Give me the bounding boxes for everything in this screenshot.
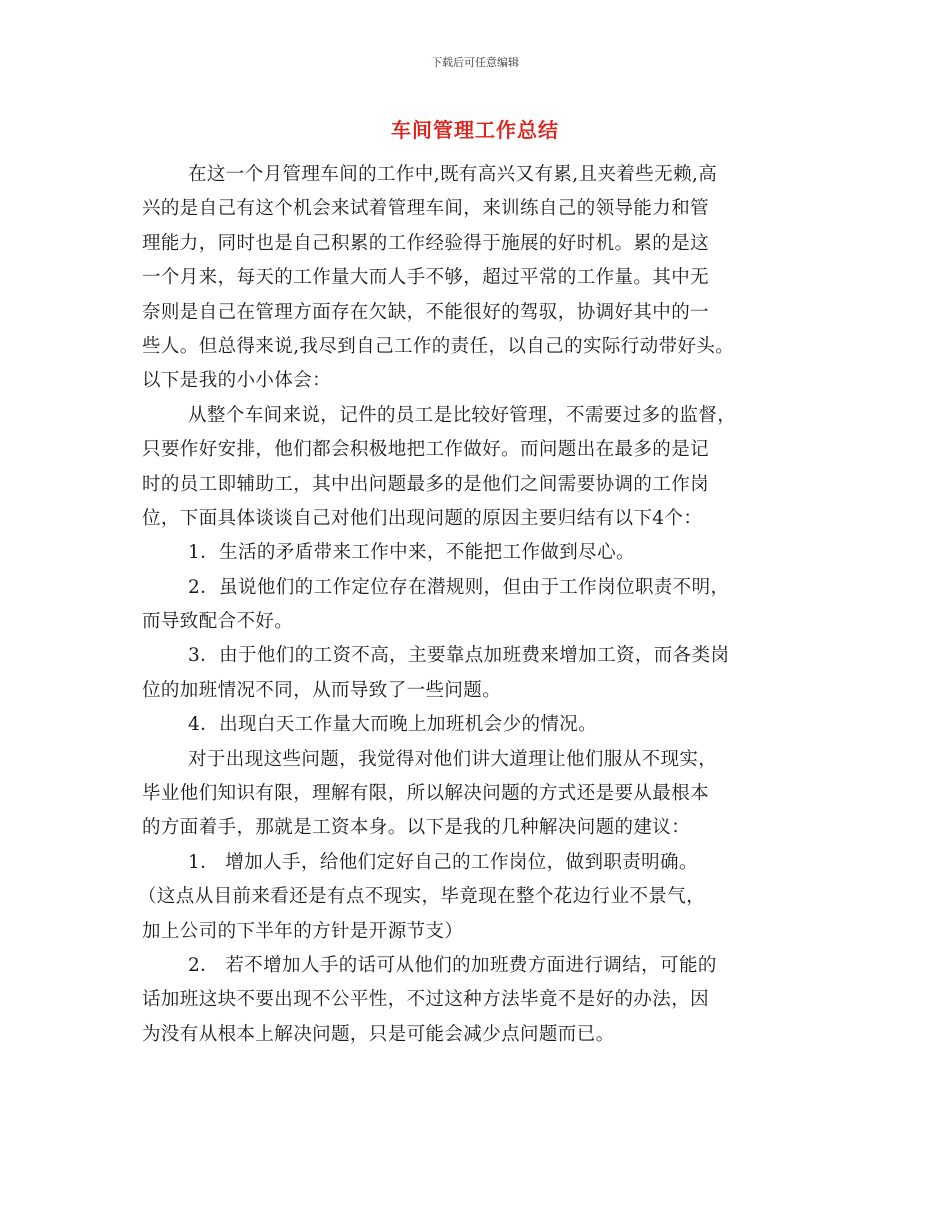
document-title: 车间管理工作总结 <box>391 118 559 142</box>
list-item-line: 4．出现白天工作量大而晚上加班机会少的情况。 <box>188 714 598 736</box>
document-body <box>138 158 822 1052</box>
paragraph-line: 毕业他们知识有限，理解有限，所以解决问题的方式还是要从最根本 <box>142 783 710 805</box>
paragraph-line: 些人。但总得来说,我尽到自己工作的责任，以自己的实际行动带好头。 <box>142 335 735 357</box>
paragraph-line: 对于出现这些问题，我觉得对他们讲大道理让他们服从不现实， <box>188 748 718 770</box>
list-item-line: 位的加班情况不同，从而导致了一些问题。 <box>142 679 502 701</box>
list-item-line: （这点从目前来看还是有点不现实，毕竟现在整个花边行业不景气， <box>138 886 706 908</box>
paragraph-line: 位，下面具体谈谈自己对他们出现问题的原因主要归结有以下4个： <box>142 507 703 529</box>
paragraph-line: 在这一个月管理车间的工作中,既有高兴又有累,且夹着些无赖,高 <box>188 164 718 185</box>
paragraph-line: 奈则是自己在管理方面存在欠缺，不能很好的驾驭，协调好其中的一 <box>142 301 710 323</box>
paragraph-line: 只要作好安排，他们都会积极地把工作做好。而问题出在最多的是记 <box>142 439 710 461</box>
paragraph-line: 理能力，同时也是自己积累的工作经验得于施展的好时机。累的是这 <box>142 232 710 254</box>
list-item-line: 1． 增加人手，给他们定好自己的工作岗位，做到职责明确。 <box>188 851 698 873</box>
paragraph-line: 从整个车间来说，记件的员工是比较好管理，不需要过多的监督， <box>188 404 737 426</box>
list-item-line: 2． 若不增加人手的话可从他们的加班费方面进行调结，可能的 <box>188 954 717 976</box>
paragraph-line: 时的员工即辅助工，其中出问题最多的是他们之间需要协调的工作岗 <box>142 473 710 495</box>
list-item-line: 3．由于他们的工资不高，主要靠点加班费来增加工资，而各类岗 <box>188 645 730 667</box>
list-item-line: 而导致配合不好。 <box>142 611 294 633</box>
paragraph-line: 兴的是自己有这个机会来试着管理车间，来训练自己的领导能力和管 <box>142 198 710 220</box>
paragraph-line: 以下是我的小小体会： <box>142 370 332 392</box>
page-header-note: 下载后可任意编辑 <box>431 56 519 69</box>
paragraph-line: 一个月来，每天的工作量大而人手不够，超过平常的工作量。其中无 <box>142 267 710 289</box>
list-item-line: 1．生活的矛盾带来工作中来，不能把工作做到尽心。 <box>188 542 635 564</box>
list-item-line: 话加班这块不要出现不公平性，不过这种方法毕竟不是好的办法，因 <box>142 989 710 1011</box>
paragraph-line: 的方面着手，那就是工资本身。以下是我的几种解决问题的建议： <box>142 817 691 839</box>
list-item-line: 为没有从根本上解决问题，只是可能会减少点问题而已。 <box>142 1023 615 1045</box>
list-item-line: 加上公司的下半年的方针是开源节支） <box>142 920 464 942</box>
list-item-line: 2．虽说他们的工作定位存在潜规则，但由于工作岗位职责不明， <box>188 576 730 598</box>
